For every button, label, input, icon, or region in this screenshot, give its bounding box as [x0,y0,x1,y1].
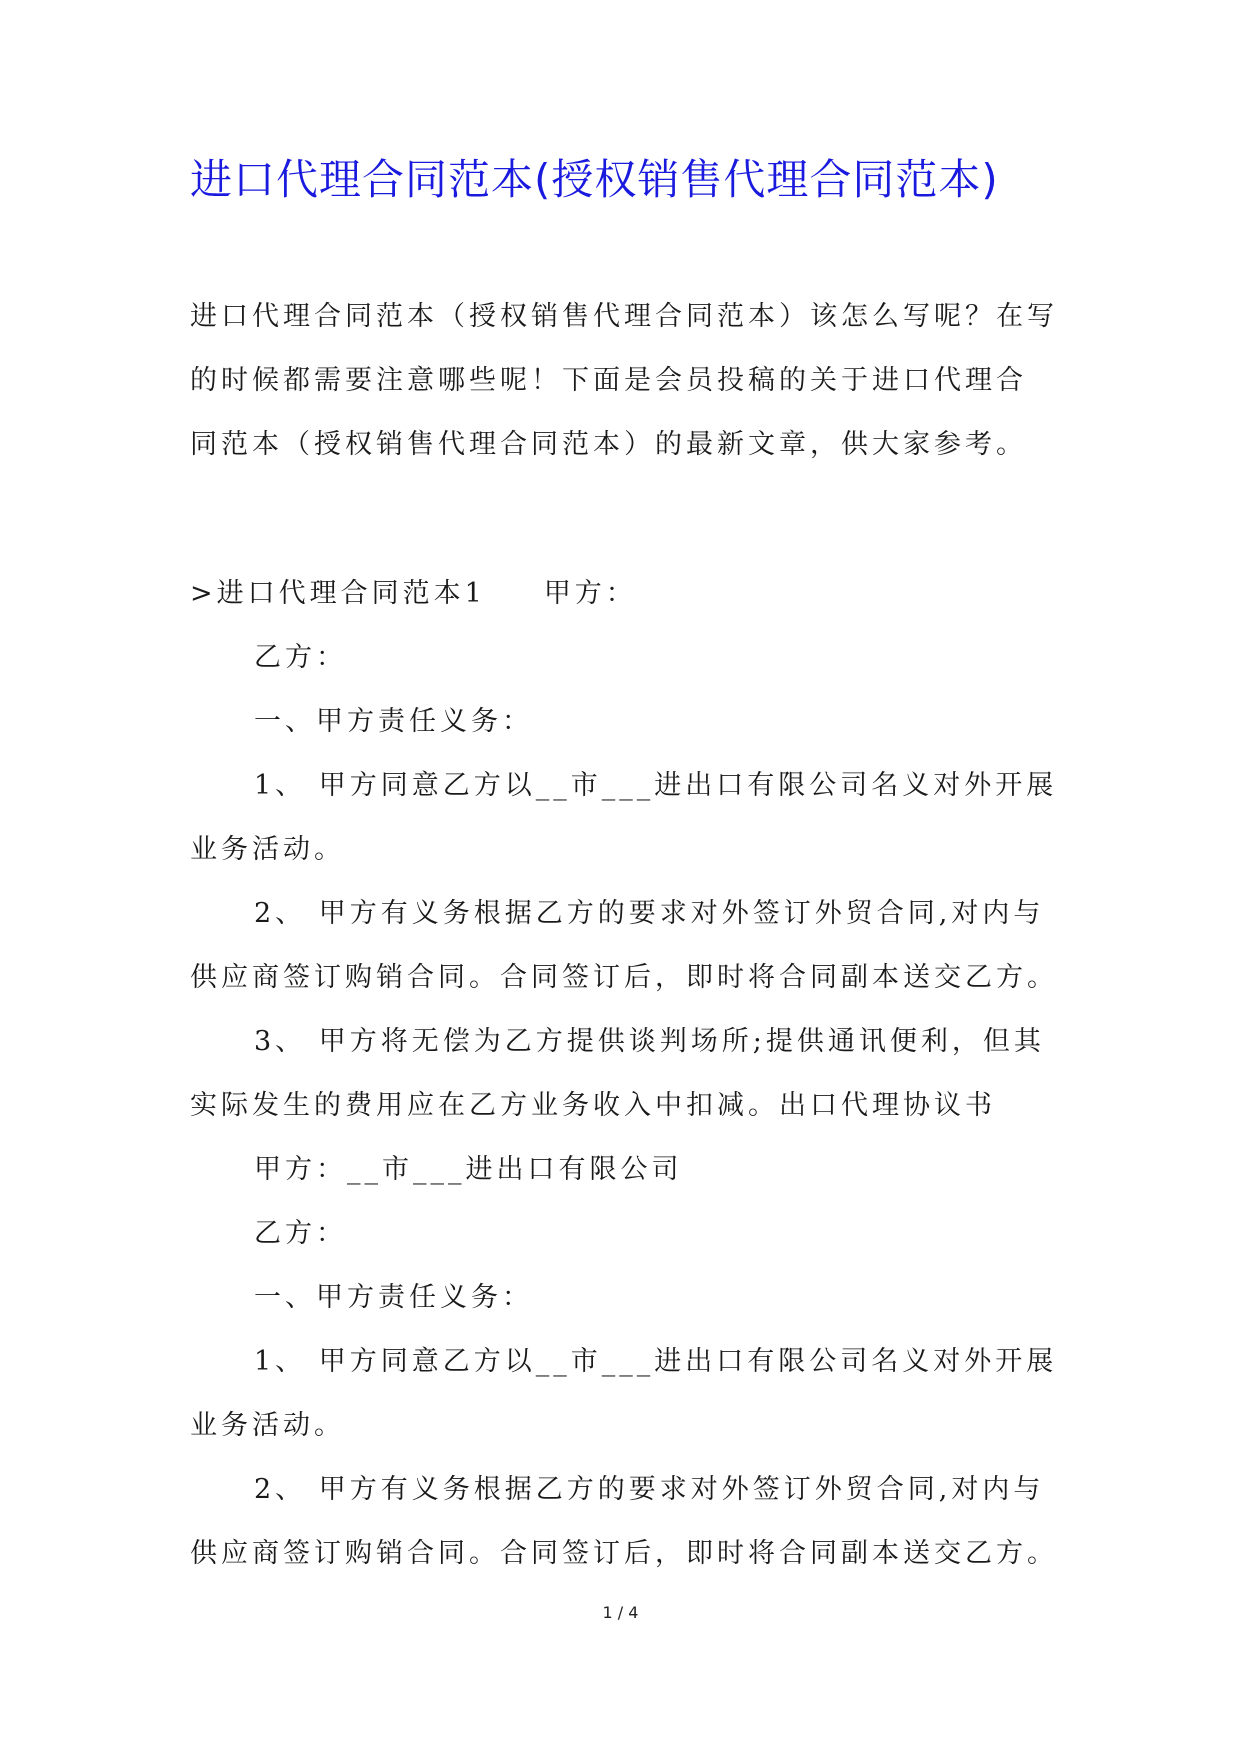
body-line: 甲方：__市___进出口有限公司 [254,1154,683,1185]
party-a-label: 甲方： [543,578,637,609]
intro-paragraph [190,285,1070,477]
body-line: 乙方： [254,1218,347,1249]
body-line: 乙方： [254,642,347,673]
section-heading-text: >进口代理合同范本1 [190,578,486,609]
body-line: 3、 甲方将无偿为乙方提供谈判场所;提供通讯便利，但其 [254,1026,1045,1057]
intro-line: 的时候都需要注意哪些呢！下面是会员投稿的关于进口代理合 [190,365,1027,396]
intro-line: 同范本（授权销售代理合同范本）的最新文章，供大家参考。 [190,429,1027,460]
body-line: 1、 甲方同意乙方以__市___进出口有限公司名义对外开展 [254,770,1058,801]
body-line: 供应商签订购销合同。合同签订后，即时将合同副本送交乙方。 [190,962,1058,993]
body-line: 2、 甲方有义务根据乙方的要求对外签订外贸合同,对内与 [254,898,1045,929]
section-heading [190,562,1070,626]
body-line: 1、 甲方同意乙方以__市___进出口有限公司名义对外开展 [254,1346,1058,1377]
body-line: 一、甲方责任义务： [254,1282,533,1313]
intro-line: 进口代理合同范本（授权销售代理合同范本）该怎么写呢？在写 [190,301,1058,332]
body-line: 业务活动。 [190,834,345,865]
document-body [190,285,1070,1586]
document-title: 进口代理合同范本(授权销售代理合同范本) [190,155,999,204]
body-line: 一、甲方责任义务： [254,706,533,737]
page-number: 1 / 4 [602,1603,639,1622]
body-line: 实际发生的费用应在乙方业务收入中扣减。出口代理协议书 [190,1090,996,1121]
body-line: 2、 甲方有义务根据乙方的要求对外签订外贸合同,对内与 [254,1474,1045,1505]
body-line: 业务活动。 [190,1410,345,1441]
body-line: 供应商签订购销合同。合同签订后，即时将合同副本送交乙方。 [190,1538,1058,1569]
